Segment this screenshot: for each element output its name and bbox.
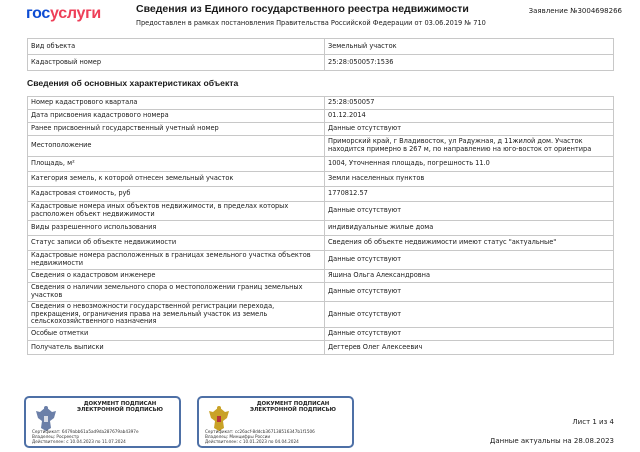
row-label: Кадастровые номера иных объектов недвижимости, в пределах которых расположен объект недвижимости bbox=[28, 202, 325, 221]
row-value: 01.12.2014 bbox=[325, 110, 614, 123]
row-value: Данные отсутствуют bbox=[325, 283, 614, 302]
table-row bbox=[28, 341, 614, 355]
table-row bbox=[28, 187, 614, 202]
row-value: индивидуальные жилые дома bbox=[325, 221, 614, 236]
table-row bbox=[28, 236, 614, 251]
row-label: Особые отметки bbox=[28, 328, 325, 341]
row-value: Приморский край, г Владивосток, ул Радужная, д 11жилой дом. Участок находится примерно в 267 м, по направлению на юго-восток от ориентира bbox=[325, 136, 614, 157]
object-summary-table bbox=[27, 38, 614, 71]
row-value: Данные отсутствуют bbox=[325, 328, 614, 341]
table-row bbox=[28, 157, 614, 172]
table-row bbox=[28, 123, 614, 136]
table-row bbox=[28, 283, 614, 302]
row-value: Данные отсутствуют bbox=[325, 251, 614, 270]
stamp-title: ДОКУМЕНТ ПОДПИСАН ЭЛЕКТРОННОЙ ПОДПИСЬЮ bbox=[249, 401, 337, 414]
row-label: Кадастровая стоимость, руб bbox=[28, 187, 325, 202]
row-label: Ранее присвоенный государственный учетный номер bbox=[28, 123, 325, 136]
document-title: Сведения из Единого государственного реестра недвижимости bbox=[136, 3, 469, 15]
table-row bbox=[28, 136, 614, 157]
table-row bbox=[28, 55, 614, 71]
row-label: Виды разрешенного использования bbox=[28, 221, 325, 236]
row-label: Кадастровые номера расположенных в границах земельного участка объектов недвижимости bbox=[28, 251, 325, 270]
table-row bbox=[28, 39, 614, 55]
stamp-details: Сертификат: 6479abb61a5ad9da287679ab4397e Владелец: Росреестр Действителен: с 10.04.2023 по 11.07.2024 bbox=[32, 429, 139, 445]
row-value: Земельный участок bbox=[325, 39, 614, 55]
row-label: Дата присвоения кадастрового номера bbox=[28, 110, 325, 123]
row-label: Вид объекта bbox=[28, 39, 325, 55]
document-header bbox=[0, 0, 640, 32]
table-row bbox=[28, 202, 614, 221]
row-label: Номер кадастрового квартала bbox=[28, 97, 325, 110]
table-row bbox=[28, 251, 614, 270]
table-row bbox=[28, 221, 614, 236]
table-row bbox=[28, 97, 614, 110]
row-label: Площадь, м² bbox=[28, 157, 325, 172]
row-label: Кадастровый номер bbox=[28, 55, 325, 71]
row-value: Яшина Ольга Александровна bbox=[325, 270, 614, 283]
signature-stamp bbox=[24, 396, 181, 448]
row-value: Данные отсутствуют bbox=[325, 123, 614, 136]
statement-number: Заявление №3004698266 bbox=[528, 7, 622, 15]
row-label: Получатель выписки bbox=[28, 341, 325, 355]
table-row bbox=[28, 302, 614, 328]
row-value: 1004, Уточненная площадь, погрешность 11.0 bbox=[325, 157, 614, 172]
row-label: Сведения о наличии земельного спора о местоположении границ земельных участков bbox=[28, 283, 325, 302]
row-value: Данные отсутствуют bbox=[325, 202, 614, 221]
stamp-details: Сертификат: cc26acf-8ddcb367138516347b1f1506 Владелец: Минцифры России Действителен: с 10.01.2023 по 04.04.2024 bbox=[205, 429, 315, 445]
row-value: Данные отсутствуют bbox=[325, 302, 614, 328]
page-number: Лист 1 из 4 bbox=[572, 418, 614, 426]
row-label: Категория земель, к которой отнесен земельный участок bbox=[28, 172, 325, 187]
row-label: Местоположение bbox=[28, 136, 325, 157]
row-value: 25:28:050057 bbox=[325, 97, 614, 110]
row-value: Земли населенных пунктов bbox=[325, 172, 614, 187]
row-label: Статус записи об объекте недвижимости bbox=[28, 236, 325, 251]
row-label: Сведения о кадастровом инженере bbox=[28, 270, 325, 283]
row-label: Сведения о невозможности государственной регистрации перехода, прекращения, ограничения права на земельный участок из земель сельскохозяйственного назначения bbox=[28, 302, 325, 328]
signature-stamp bbox=[197, 396, 354, 448]
document-subtitle: Предоставлен в рамках постановления Правительства Российской Федерации от 03.06.2019 № 710 bbox=[136, 19, 486, 27]
row-value: Дегтерев Олег Алексеевич bbox=[325, 341, 614, 355]
table-row bbox=[28, 110, 614, 123]
gosuslugi-logo[interactable]: госуслуги bbox=[26, 5, 101, 22]
section-title: Сведения об основных характеристиках объекта bbox=[27, 78, 239, 88]
table-row bbox=[28, 172, 614, 187]
row-value: 25:28:050057:1536 bbox=[325, 55, 614, 71]
stamp-title: ДОКУМЕНТ ПОДПИСАН ЭЛЕКТРОННОЙ ПОДПИСЬЮ bbox=[76, 401, 164, 414]
table-row bbox=[28, 270, 614, 283]
row-value: Сведения об объекте недвижимости имеют статус "актуальные" bbox=[325, 236, 614, 251]
data-actual-date: Данные актуальны на 28.08.2023 bbox=[489, 437, 614, 445]
row-value: 1770812.57 bbox=[325, 187, 614, 202]
table-row bbox=[28, 328, 614, 341]
characteristics-table bbox=[27, 96, 614, 355]
